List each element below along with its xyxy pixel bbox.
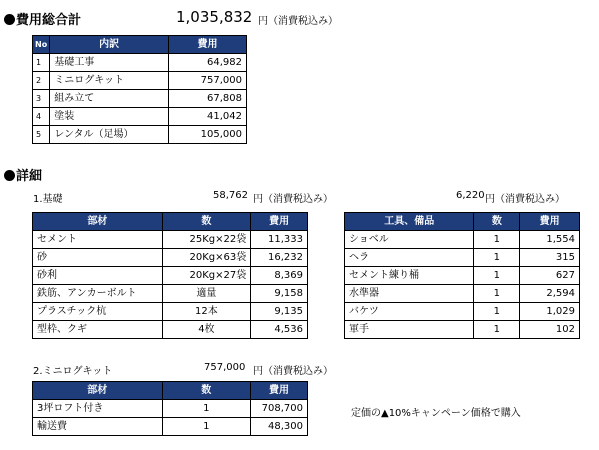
row-cost: 102 <box>520 321 580 339</box>
table-row <box>33 90 247 108</box>
table-row <box>345 303 580 321</box>
row-qty: 1 <box>474 267 520 285</box>
row-item: ヘラ <box>345 249 474 267</box>
row-qty: 1 <box>474 249 520 267</box>
row-qty: 1 <box>474 303 520 321</box>
details-heading-label: 詳細 <box>16 169 43 184</box>
table-row <box>33 285 308 303</box>
kit-unit: 円（消費税込み） <box>253 366 333 377</box>
tools-table <box>344 212 580 339</box>
table-row <box>33 267 308 285</box>
column-header: 数 <box>474 213 520 231</box>
kit-table <box>32 381 308 436</box>
row-cost: 1,029 <box>520 303 580 321</box>
table-row <box>345 267 580 285</box>
row-cost: 627 <box>520 267 580 285</box>
tools-unit: 円（消費税込み） <box>485 194 565 205</box>
row-item: 軍手 <box>345 321 474 339</box>
row-cost: 8,369 <box>251 267 308 285</box>
row-item: 砂 <box>33 249 163 267</box>
table-row <box>345 249 580 267</box>
foundation-table <box>32 212 308 339</box>
row-qty: 20Kg×63袋 <box>162 249 251 267</box>
table-row <box>33 54 247 72</box>
tools-amount: 6,220 <box>456 190 485 201</box>
row-cost: 9,135 <box>251 303 308 321</box>
kit-note: 定価の▲10%キャンペーン価格で購入 <box>351 408 521 419</box>
row-cost: 708,700 <box>251 400 308 418</box>
table-row <box>33 126 247 144</box>
row-cost: 16,232 <box>251 249 308 267</box>
table-row <box>33 108 247 126</box>
row-item: 3坪ロフト付き <box>33 400 163 418</box>
column-header: 工具、備品 <box>345 213 474 231</box>
table-header-row <box>33 213 308 231</box>
row-item: 輸送費 <box>33 418 163 436</box>
table-header-row <box>33 382 308 400</box>
table-row <box>345 285 580 303</box>
row-cost: 41,042 <box>169 108 247 126</box>
row-item: 塗装 <box>50 108 169 126</box>
row-cost: 315 <box>520 249 580 267</box>
column-header: 費用 <box>251 213 308 231</box>
column-header: 部材 <box>33 382 163 400</box>
row-qty: 適量 <box>162 285 251 303</box>
table-row <box>345 321 580 339</box>
row-cost: 1,554 <box>520 231 580 249</box>
row-cost: 105,000 <box>169 126 247 144</box>
row-item: 鉄筋、アンカーボルト <box>33 285 163 303</box>
foundation-amount: 58,762 <box>213 190 248 201</box>
row-qty: 1 <box>162 418 250 436</box>
row-no: 5 <box>33 126 50 144</box>
column-header: 費用 <box>520 213 580 231</box>
row-item: ミニログキット <box>50 72 169 90</box>
row-cost: 4,536 <box>251 321 308 339</box>
row-item: レンタル（足場） <box>50 126 169 144</box>
row-qty: 1 <box>474 321 520 339</box>
row-qty: 1 <box>474 231 520 249</box>
summary-heading-label: 費用総合計 <box>16 13 82 28</box>
row-no: 1 <box>33 54 50 72</box>
row-item: 基礎工事 <box>50 54 169 72</box>
summary-table <box>32 35 247 144</box>
row-item: 水準器 <box>345 285 474 303</box>
row-item: プラスチック杭 <box>33 303 163 321</box>
column-header: 数 <box>162 213 251 231</box>
row-item: 組み立て <box>50 90 169 108</box>
summary-unit: 円（消費税込み） <box>258 16 338 27</box>
table-row <box>33 400 308 418</box>
table-header-row <box>345 213 580 231</box>
table-header-row <box>33 36 247 54</box>
table-row <box>33 303 308 321</box>
column-header: 内訳 <box>50 36 169 54</box>
row-cost: 757,000 <box>169 72 247 90</box>
row-item: 型枠、クギ <box>33 321 163 339</box>
row-item: ショベル <box>345 231 474 249</box>
foundation-title: 1.基礎 <box>33 194 63 205</box>
row-qty: 1 <box>162 400 250 418</box>
row-item: 砂利 <box>33 267 163 285</box>
kit-amount: 757,000 <box>204 362 246 373</box>
kit-title: 2.ミニログキット <box>33 366 113 377</box>
table-row <box>345 231 580 249</box>
column-header: No <box>33 36 50 54</box>
row-no: 2 <box>33 72 50 90</box>
details-heading <box>4 165 42 184</box>
row-cost: 2,594 <box>520 285 580 303</box>
row-qty: 1 <box>474 285 520 303</box>
column-header: 費用 <box>251 382 308 400</box>
row-item: セメント <box>33 231 163 249</box>
table-row <box>33 249 308 267</box>
row-cost: 11,333 <box>251 231 308 249</box>
row-item: バケツ <box>345 303 474 321</box>
row-cost: 67,808 <box>169 90 247 108</box>
table-row <box>33 231 308 249</box>
table-row <box>33 321 308 339</box>
summary-heading <box>4 9 81 28</box>
column-header: 費用 <box>169 36 247 54</box>
row-cost: 48,300 <box>251 418 308 436</box>
row-cost: 9,158 <box>251 285 308 303</box>
row-no: 4 <box>33 108 50 126</box>
column-header: 部材 <box>33 213 163 231</box>
row-cost: 64,982 <box>169 54 247 72</box>
row-qty: 12本 <box>162 303 251 321</box>
table-row <box>33 418 308 436</box>
bullet-icon <box>4 170 15 181</box>
bullet-icon <box>4 14 15 25</box>
row-no: 3 <box>33 90 50 108</box>
row-qty: 4枚 <box>162 321 251 339</box>
row-qty: 20Kg×27袋 <box>162 267 251 285</box>
foundation-unit: 円（消費税込み） <box>253 194 333 205</box>
table-row <box>33 72 247 90</box>
column-header: 数 <box>162 382 250 400</box>
summary-total: 1,035,832 <box>176 8 253 26</box>
row-item: セメント練り桶 <box>345 267 474 285</box>
row-qty: 25Kg×22袋 <box>162 231 251 249</box>
